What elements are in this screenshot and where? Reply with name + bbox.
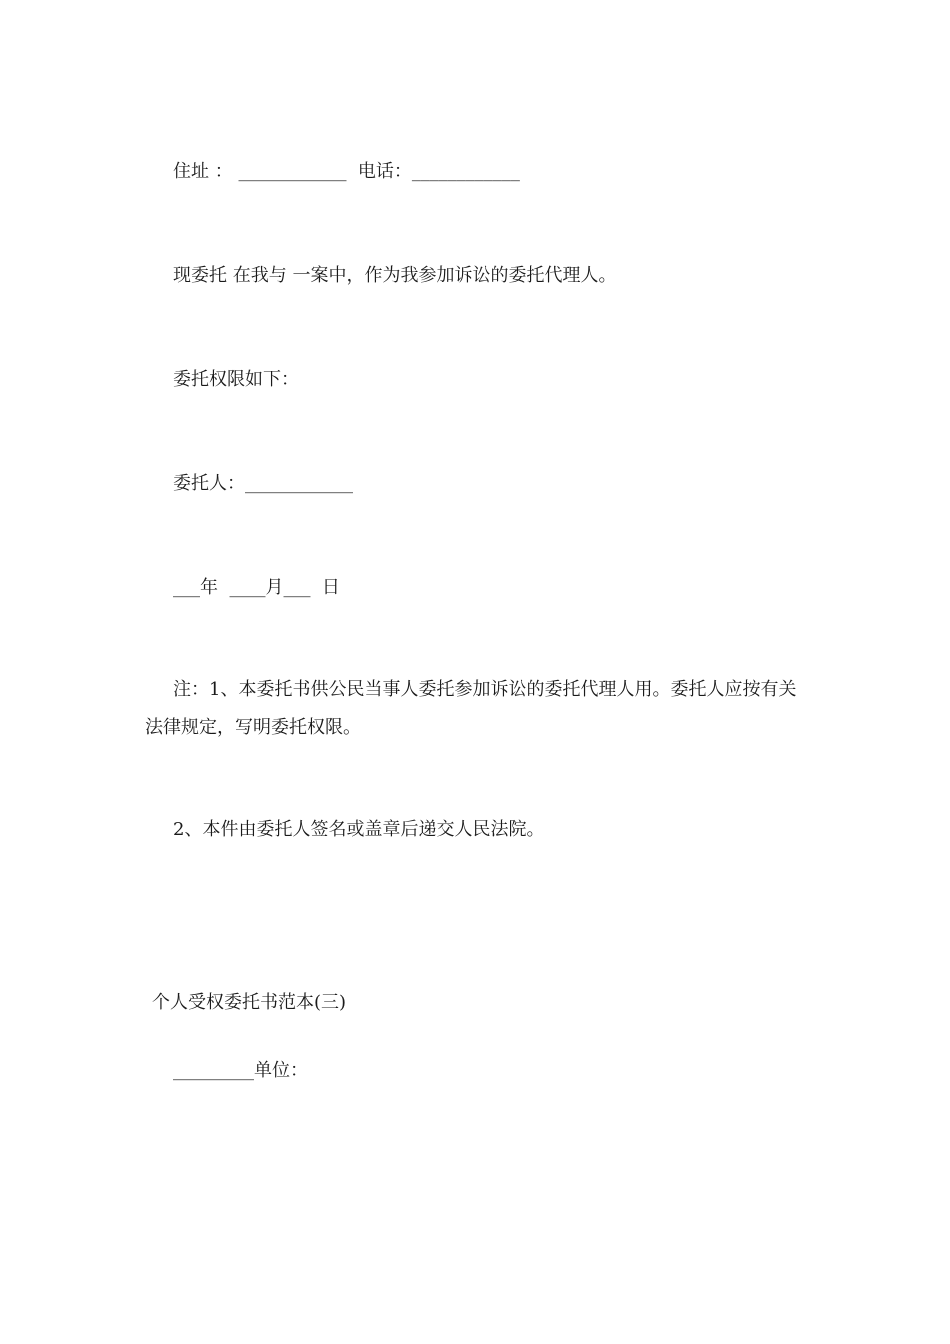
unit-blank: _________ <box>173 1060 254 1081</box>
day-blank: ___ <box>283 577 311 598</box>
year-label: 年 <box>200 577 218 598</box>
month-label: 月 <box>265 577 284 598</box>
unit-line <box>173 1060 308 1082</box>
month-blank: ____ <box>229 577 266 598</box>
address-label: 住址 ： <box>173 161 233 182</box>
phone-blank: ____________ <box>411 161 520 182</box>
authority-heading: 委托权限如下： <box>173 369 299 390</box>
year-blank: ___ <box>173 577 200 598</box>
address-phone-line <box>173 161 520 183</box>
principal-label: 委托人： <box>173 473 245 494</box>
principal-blank: ____________ <box>245 473 353 494</box>
day-label: 日 <box>321 577 340 598</box>
note-2: 2、本件由委托人签名或盖章后递交人民法院。 <box>173 819 545 840</box>
entrust-statement: 现委托 在我与 一案中，作为我参加诉讼的委托代理人。 <box>173 265 617 286</box>
address-blank: ____________ <box>238 161 347 182</box>
note-1: 注：1、本委托书供公民当事人委托参加诉讼的委托代理人用。委托人应按有关法律规定，写明委托权限。 <box>145 679 797 738</box>
unit-label: 单位： <box>254 1060 308 1081</box>
phone-label: 电话： <box>357 161 412 182</box>
date-line <box>173 577 340 599</box>
principal-line <box>173 473 353 495</box>
section-title: 个人受权委托书范本(三) <box>152 992 347 1013</box>
